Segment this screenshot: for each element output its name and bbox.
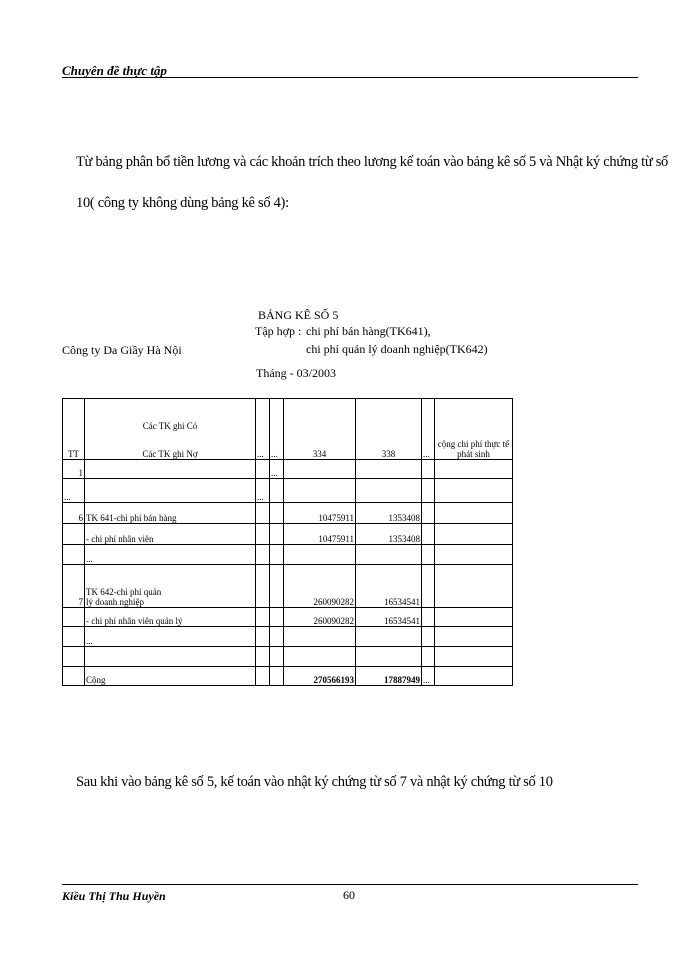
row-dots-1 [256,460,270,479]
row-dots-3 [422,545,435,565]
row-338 [356,479,422,503]
report-month: Tháng - 03/2003 [256,366,336,380]
ledger-table [62,398,513,686]
row-tt: ... [63,479,85,503]
col-338-header: 338 [356,399,422,460]
row-dots-2 [270,647,284,667]
row-dots-2: ... [270,460,284,479]
row-account [85,647,256,667]
header-dots-2: ... [270,399,284,460]
row-dots-1 [256,565,270,608]
row-334: 260090282 [284,608,356,627]
row-total [435,565,513,608]
row-dots-3 [422,524,435,545]
row-334 [284,545,356,565]
row-tt: 7 [63,565,85,608]
row-dots-1 [256,627,270,647]
row-dots-2 [270,667,284,686]
account-header [85,399,256,460]
row-account: - chi phí nhân viên quản lý [85,608,256,627]
row-338 [356,627,422,647]
table-row [63,565,513,608]
row-total [435,545,513,565]
row-tt [63,647,85,667]
table-row [63,545,513,565]
row-total [435,647,513,667]
table-row [63,524,513,545]
row-dots-1 [256,503,270,524]
row-338: 16534541 [356,565,422,608]
row-tt [63,667,85,686]
row-338 [356,460,422,479]
intro-paragraph-line-1: Từ bảng phân bổ tiền lương và các khoản trích theo lương kế toán vào bảng kê số 5 và Nhật ký chứng từ số [76,154,669,170]
row-total [435,667,513,686]
header-dots-1: ... [256,399,270,460]
row-total [435,627,513,647]
row-tt: 6 [63,503,85,524]
row-account: TK 642-chi phí quản lý doanh nghiệp [85,565,256,608]
row-dots-3 [422,647,435,667]
row-338: 16534541 [356,608,422,627]
table-row [63,460,513,479]
row-334: 10475911 [284,524,356,545]
table-row [63,608,513,627]
row-dots-2 [270,524,284,545]
row-dots-3 [422,565,435,608]
table-row [63,503,513,524]
row-account: - chi phí nhân viên [85,524,256,545]
row-dots-1 [256,545,270,565]
row-334 [284,627,356,647]
row-total [435,524,513,545]
footer-rule [62,884,638,885]
row-dots-1 [256,608,270,627]
row-account: Cộng [85,667,256,686]
row-dots-2 [270,565,284,608]
row-account: ... [85,545,256,565]
row-dots-3 [422,479,435,503]
row-dots-3 [422,627,435,647]
row-334 [284,647,356,667]
tt-header: TT [63,399,85,460]
table-header-row [63,399,513,460]
row-dots-3 [422,503,435,524]
footer-author: Kiều Thị Thu Huyền [62,889,166,903]
row-account [85,460,256,479]
company-name: Công ty Da Giầy Hà Nội [62,343,182,357]
row-tt [63,627,85,647]
report-title: BẢNG KÊ SỐ 5 [258,308,339,322]
total-334: 270566193 [284,667,356,686]
debit-label: Các TK ghi Nợ [142,449,198,459]
row-dots-3: ... [422,667,435,686]
row-account: ... [85,627,256,647]
conclusion-paragraph: Sau khi vào bảng kê số 5, kế toán vào nhật ký chứng từ số 7 và nhật ký chứng từ số 10 [76,774,553,790]
row-tt [63,608,85,627]
row-338: 1353408 [356,524,422,545]
col-334-header: 334 [284,399,356,460]
page-number: 60 [343,888,355,902]
row-dots-2 [270,627,284,647]
table-row [63,647,513,667]
row-total [435,503,513,524]
table-row [63,479,513,503]
row-338 [356,647,422,667]
row-account [85,479,256,503]
document-header-title: Chuyên đề thực tập [62,63,167,78]
row-338 [356,545,422,565]
row-tt [63,524,85,545]
row-tt: 1 [63,460,85,479]
row-dots-1 [256,667,270,686]
row-334: 10475911 [284,503,356,524]
row-334 [284,479,356,503]
collect-item-2: chi phí quản lý doanh nghiệp(TK642) [306,342,488,356]
total-header: cộng chi phí thực tế phát sinh [435,399,513,460]
row-dots-2 [270,503,284,524]
row-dots-3 [422,460,435,479]
collect-label: Tập hợp : [255,324,302,338]
row-338: 1353408 [356,503,422,524]
intro-paragraph-line-2: 10( công ty không dùng bảng kê số 4): [76,195,289,211]
row-total [435,460,513,479]
row-334: 260090282 [284,565,356,608]
row-total [435,608,513,627]
header-dots-3: ... [422,399,435,460]
row-account: TK 641-chi phí bán hàng [85,503,256,524]
row-dots-1: ... [256,479,270,503]
total-338: 17887949 [356,667,422,686]
collect-item-1: chi phí bán hàng(TK641), [306,324,431,338]
row-dots-2 [270,545,284,565]
row-dots-2 [270,608,284,627]
header-rule [62,77,638,78]
table-total-row [63,667,513,686]
table-row [63,627,513,647]
credit-label: Các TK ghi Có [142,421,198,431]
row-total [435,479,513,503]
row-tt [63,545,85,565]
row-dots-3 [422,608,435,627]
row-dots-1 [256,647,270,667]
row-dots-1 [256,524,270,545]
row-dots-2 [270,479,284,503]
row-334 [284,460,356,479]
